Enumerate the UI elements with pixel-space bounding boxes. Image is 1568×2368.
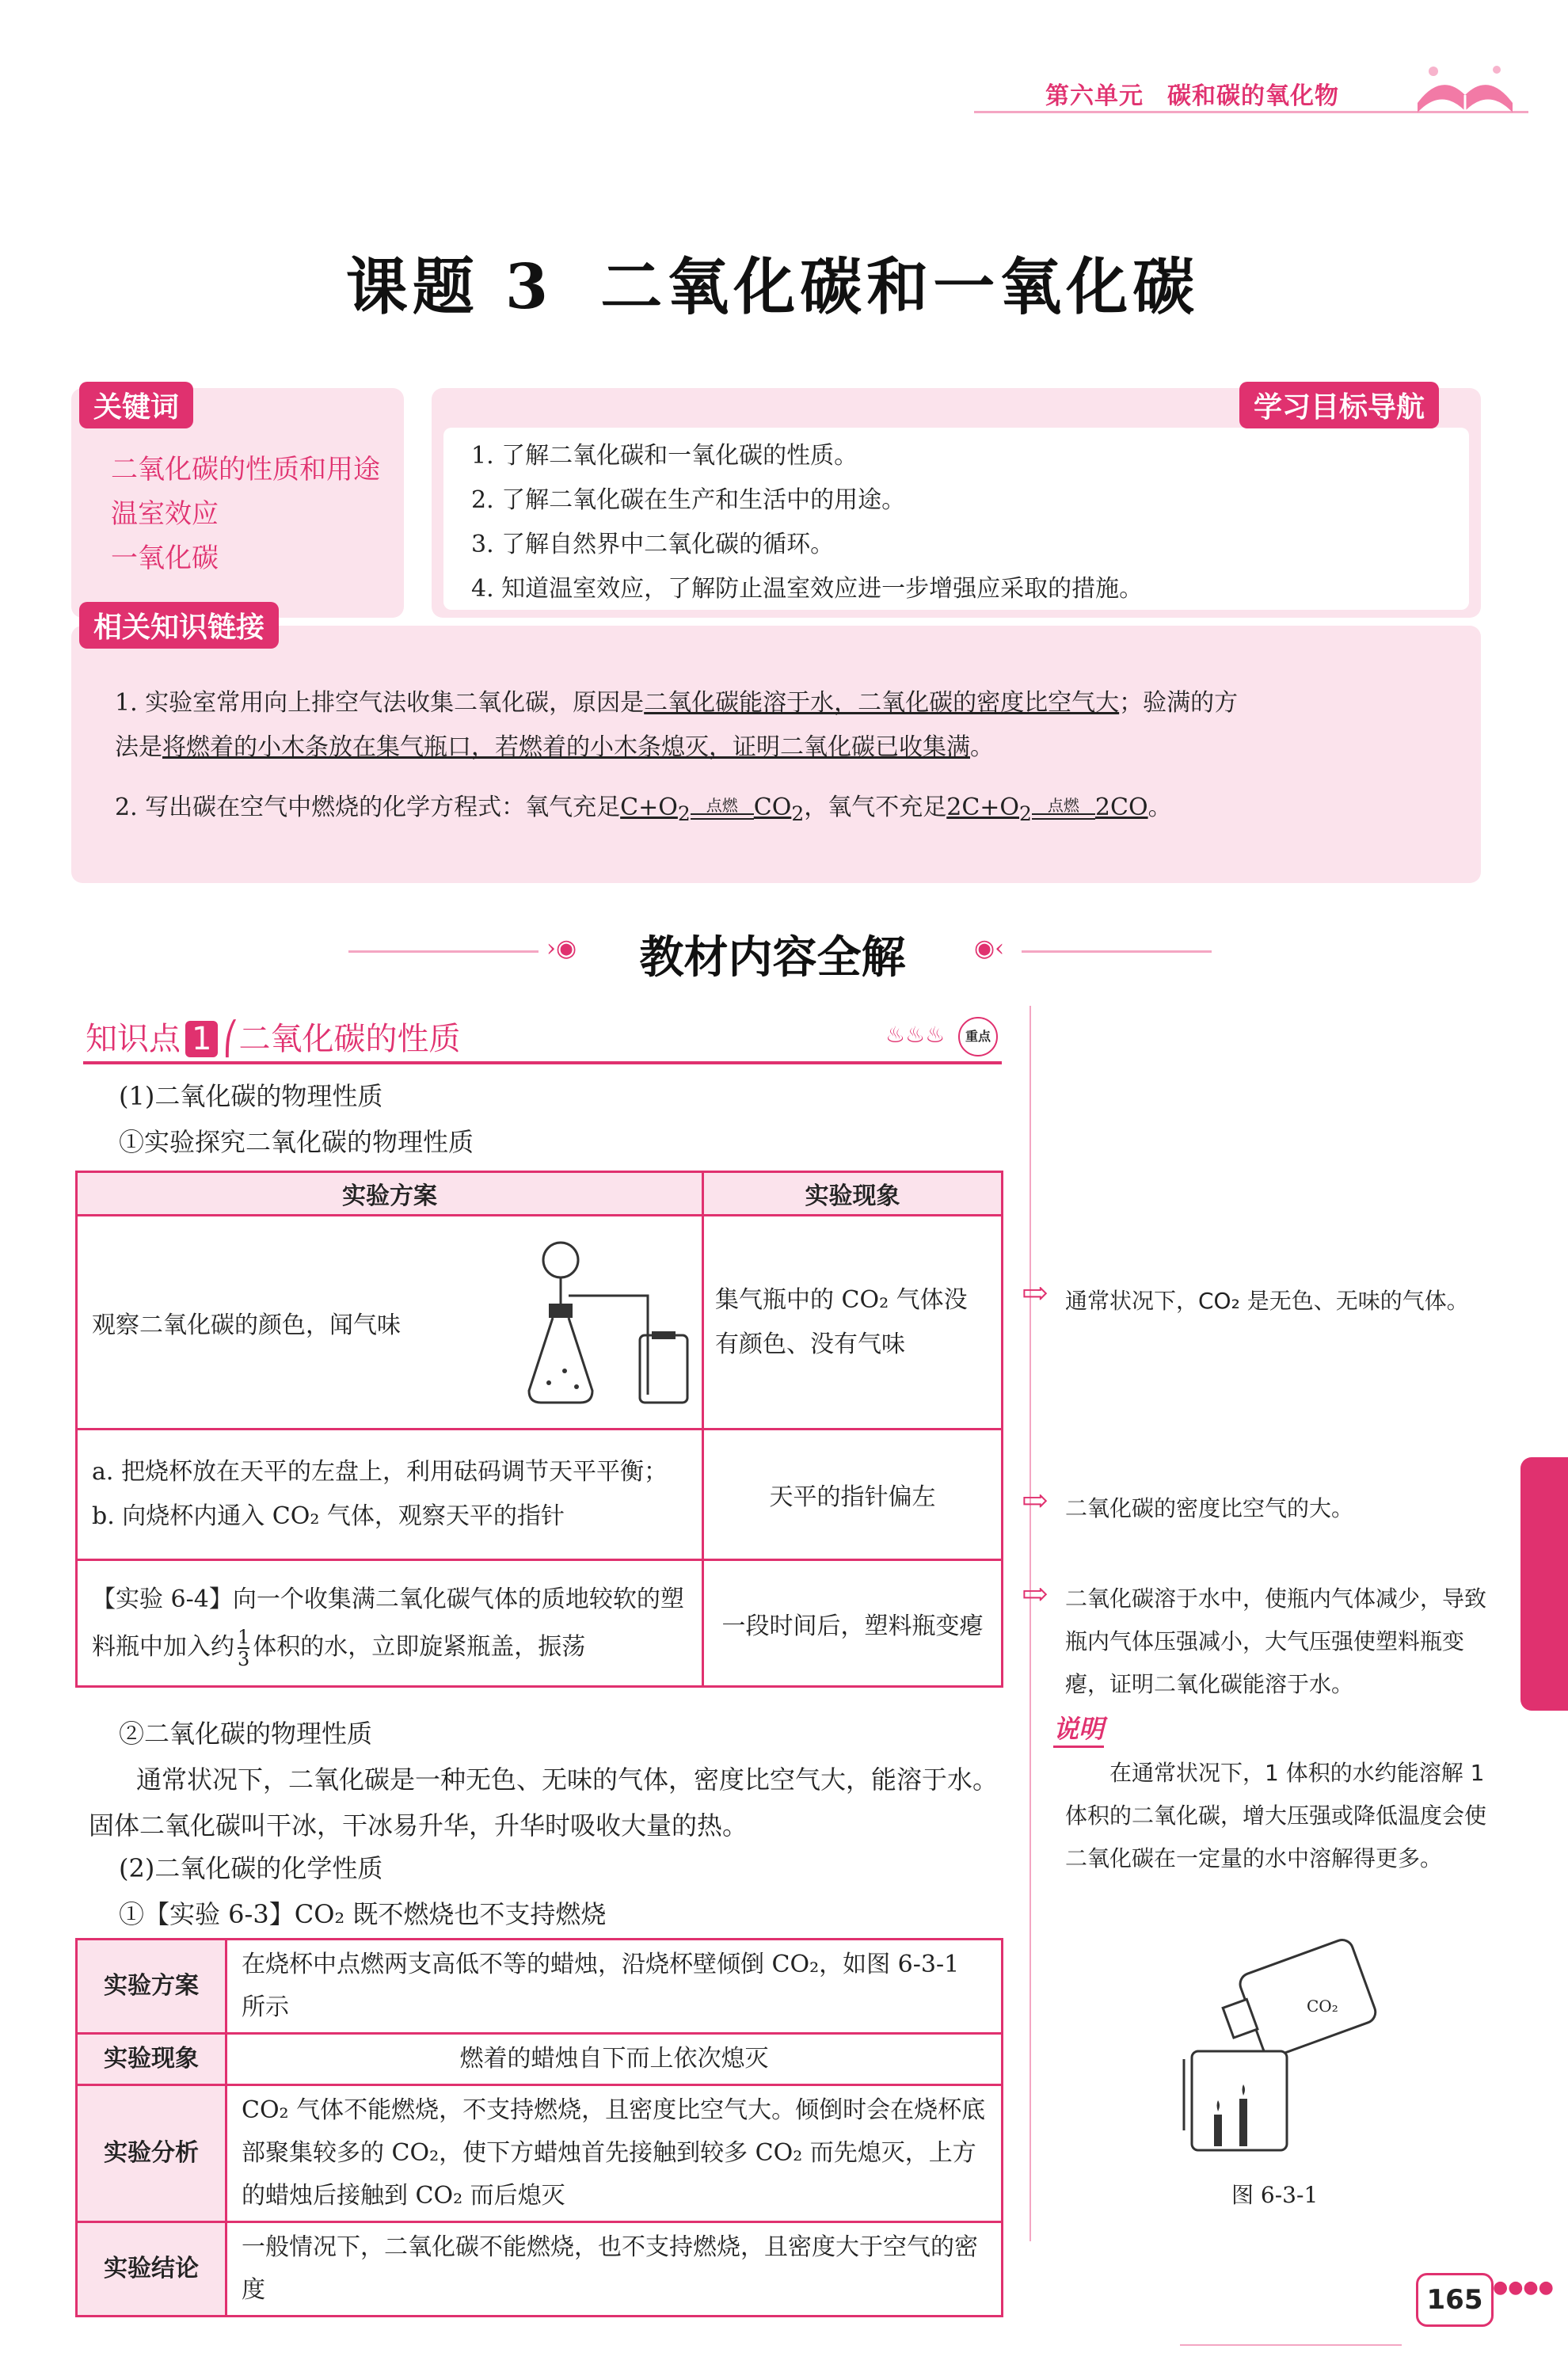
column-divider	[1029, 1006, 1031, 2241]
kp-name: 二氧化碳的性质	[238, 1021, 461, 1057]
text-run: ；验满的方	[1119, 689, 1239, 717]
chapter-label: 碳和碳的氧化物	[1167, 82, 1339, 110]
goal-item: 1. 了解二氧化碳和一氧化碳的性质。	[471, 442, 858, 470]
table-row	[77, 2034, 1003, 2085]
row-header: 实验方案	[77, 1940, 226, 2034]
kp-number: 1	[185, 1021, 218, 1057]
column-header: 实验现象	[703, 1172, 1003, 1216]
fraction	[238, 1627, 249, 1669]
table-row	[77, 2222, 1003, 2317]
row-body: 在烧杯中点燃两支高低不等的蜡烛，沿烧杯壁倾倒 CO₂，如图 6-3-1 所示	[226, 1940, 1003, 2034]
plan-step: b. 向烧杯内通入 CO₂ 气体，观察天平的指针	[92, 1502, 565, 1530]
answer-blank-equation-2: $2C+O_2$ 点燃 2CO	[946, 794, 1148, 825]
key-point-badge: 重点	[958, 1017, 998, 1056]
reactants: 2C+O	[946, 794, 1020, 821]
reaction-arrow	[691, 798, 754, 820]
plan-step: a. 把烧杯放在天平的左盘上，利用砝码调节天平平衡；	[92, 1458, 668, 1486]
arrow-right-icon: ⇨	[1022, 1576, 1049, 1612]
text-run: ，氧气不充足	[804, 794, 947, 821]
page-number: 165	[1416, 2273, 1494, 2327]
related-item-1	[115, 681, 1461, 725]
keyword-item: 温室效应	[111, 498, 219, 530]
answer-blank: 二氧化碳能溶于水，二氧化碳的密度比空气大	[644, 689, 1120, 717]
column-header: 实验方案	[77, 1172, 703, 1216]
side-note: 通常状况下，CO₂ 是无色、无味的气体。	[1065, 1288, 1469, 1314]
product: CO	[753, 794, 792, 821]
answer-blank-equation-1: $C+O_2$ 点燃 $CO_2$	[620, 794, 805, 825]
row-body: CO₂ 气体不能燃烧，不支持燃烧，且密度比空气大。倾倒时会在烧杯底部聚集较多的 CO₂，使下方蜡烛首先接触到较多 CO₂ 而先熄灭，上方的蜡烛后接触到 CO₂ 而后熄灭	[226, 2085, 1003, 2222]
chapter-side-tab	[1520, 1457, 1568, 1711]
goal-item: 3. 了解自然界中二氧化碳的循环。	[471, 531, 835, 558]
goal-item: 2. 了解二氧化碳在生产和生活中的用途。	[471, 486, 906, 514]
reactants: C+O	[620, 794, 678, 821]
unit-label: 第六单元	[1045, 82, 1144, 110]
lesson-number: 课题 3	[345, 251, 554, 323]
goal-tag	[1239, 382, 1439, 428]
dots-icon: ●●●●	[1493, 2278, 1554, 2298]
table-row	[77, 1940, 1003, 2034]
text-run: 1. 实验室常用向上排空气法收集二氧化碳，原因是	[115, 689, 645, 717]
reaction-condition: 点燃	[706, 796, 738, 815]
book-logo-icon	[1410, 55, 1520, 119]
kp-divider: ⎛	[223, 1021, 239, 1057]
table-header-row	[77, 1172, 1003, 1216]
table-row	[77, 2085, 1003, 2222]
plan-cell	[77, 1560, 703, 1687]
figure-gas-label: CO₂	[1307, 1997, 1338, 2016]
numerator: 1	[238, 1625, 250, 1648]
note-tag: 说明	[1053, 1709, 1104, 1748]
subheading: (2)二氧化碳的化学性质	[119, 1853, 383, 1883]
keyword-tag-label: 关键词	[79, 382, 193, 428]
keyword-tag	[79, 382, 193, 428]
note-text: 在通常状况下，1 体积的水约能溶解 1 体积的二氧化碳，增大压强或降低温度会使二氧化碳在一定量的水中溶解得更多。	[1065, 1760, 1487, 1871]
reaction-condition: 点燃	[1047, 796, 1079, 815]
row-header: 实验分析	[77, 2085, 226, 2222]
goal-tag-label: 学习目标导航	[1239, 382, 1439, 428]
knowledge-point-heading	[86, 1014, 460, 1059]
running-header	[1045, 76, 1363, 111]
figure-caption: 图 6-3-1	[1231, 2182, 1319, 2208]
related-item-1-cont	[115, 725, 1461, 770]
arrow-right-icon: ⇨	[1022, 1483, 1049, 1519]
paragraph: 通常状况下，二氧化碳是一种无色、无味的气体，密度比空气大，能溶于水。固体二氧化碳叫干冰，干冰易升华，升华时吸收大量的热。	[89, 1765, 999, 1841]
result-cell: 集气瓶中的 CO₂ 气体没有颜色、没有气味	[703, 1216, 1003, 1430]
chevron-left-icon: ◉‹	[974, 935, 1005, 962]
row-body: 燃着的蜡烛自下而上依次熄灭	[226, 2034, 1003, 2085]
side-note: 二氧化碳溶于水中，使瓶内气体减少，导致瓶内气体压强减小，大气压强使塑料瓶变瘪，证明二氧化碳能溶于水。	[1065, 1586, 1487, 1697]
result-cell: 天平的指针偏左	[703, 1430, 1003, 1560]
section-title: 教材内容全解	[639, 932, 906, 984]
plan-cell	[77, 1216, 703, 1430]
text-run: 2. 写出碳在空气中燃烧的化学方程式：氧气充足	[115, 794, 621, 821]
related-tag	[79, 602, 279, 649]
related-knowledge-text	[115, 681, 1461, 836]
goal-item: 4. 知道温室效应，了解防止温室效应进一步增强应采取的措施。	[471, 575, 1144, 603]
table-row	[77, 1216, 1003, 1430]
text-run: 。	[1147, 794, 1172, 821]
denominator: 3	[238, 1647, 250, 1670]
keyword-item: 二氧化碳的性质和用途	[111, 454, 380, 485]
side-note: 二氧化碳的密度比空气的大。	[1065, 1495, 1354, 1521]
goal-list	[471, 434, 1143, 611]
plan-step: 【实验 6-4】向一个收集满二氧化碳气体的质地较软的塑	[92, 1585, 684, 1613]
flame-rating-icon: ♨♨♨	[885, 1022, 946, 1048]
keyword-item: 一氧化碳	[111, 543, 219, 574]
text-run: 体积的水，立即旋紧瓶盖，振荡	[253, 1632, 586, 1661]
subheading: ①【实验 6-3】CO₂ 既不燃烧也不支持燃烧	[119, 1899, 607, 1929]
reaction-arrow	[1032, 798, 1095, 820]
lesson-name: 二氧化碳和一氧化碳	[600, 251, 1200, 323]
physical-experiment-table	[75, 1171, 1003, 1688]
subheading: ①实验探究二氧化碳的物理性质	[119, 1127, 474, 1157]
plan-text: 观察二氧化碳的颜色，闻气味	[92, 1311, 401, 1339]
row-header: 实验现象	[77, 2034, 226, 2085]
related-tag-label: 相关知识链接	[79, 602, 279, 649]
row-header: 实验结论	[77, 2222, 226, 2317]
kp-underline	[83, 1061, 1002, 1064]
text-run: 。	[970, 733, 994, 761]
chevron-right-icon: ›◉	[546, 935, 577, 962]
lesson-title	[0, 238, 1545, 326]
kp-label: 知识点	[86, 1021, 181, 1057]
subheading: (1)二氧化碳的物理性质	[119, 1081, 383, 1111]
text-run: 法是	[115, 733, 162, 761]
related-item-2	[115, 786, 1461, 836]
table-row	[77, 1560, 1003, 1687]
arrow-right-icon: ⇨	[1022, 1275, 1049, 1312]
answer-blank: 将燃着的小木条放在集气瓶口，若燃着的小木条熄灭，证明二氧化碳已收集满	[162, 733, 970, 761]
keyword-list	[111, 447, 380, 581]
gas-bottle-apparatus-icon	[521, 1232, 695, 1414]
row-body: 一般情况下，二氧化碳不能燃烧，也不支持燃烧，且密度大于空气的密度	[226, 2222, 1003, 2317]
plan-step	[92, 1624, 687, 1671]
chemical-experiment-table	[75, 1938, 1003, 2317]
table-row	[77, 1430, 1003, 1560]
product: 2CO	[1094, 794, 1148, 821]
plan-cell	[77, 1430, 703, 1560]
co2-pouring-figure	[1160, 1932, 1398, 2162]
result-cell: 一段时间后，塑料瓶变瘪	[703, 1560, 1003, 1687]
text-run: 料瓶中加入约	[92, 1632, 234, 1661]
footer-rule	[1180, 2344, 1402, 2346]
subheading: ②二氧化碳的物理性质	[119, 1719, 373, 1749]
